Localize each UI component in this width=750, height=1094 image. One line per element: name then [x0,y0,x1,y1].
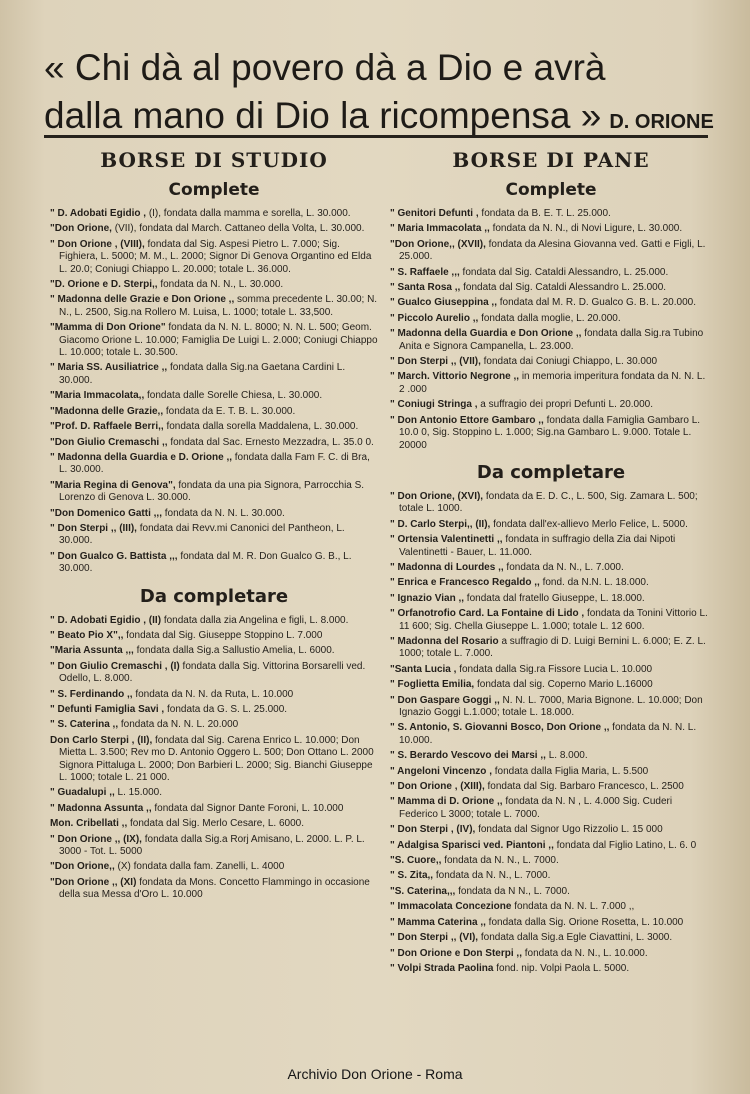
list-item [390,313,712,325]
entry-text: fondata dal Sac. Ernesto Mezzadra, L. 35.0 0. [170,436,374,448]
section-title-borse-di-pane: BORSE DI PANE [452,148,650,172]
entry-text: fond. nip. Volpi Paola L. 5000. [496,962,630,974]
header-rule [44,135,708,138]
list-item [390,886,712,898]
entry-text: fondata dalla Sig.a Sallustio Amelia, L. 6000. [136,645,335,657]
entry-text: fondata da N. N. L. 20.000 [120,719,239,731]
entry-text: fondata dalla Famiglia Gambaro L. 10.0 0, Sig. Stoppino L. 1.000; Sig.na Gambaro L. 9.000. Totale L. 20000 [399,414,701,451]
entry-name: "Don Orione ,, (XI) [50,876,137,888]
list-item [390,750,712,762]
subsection-title-complete: Complete [168,180,260,200]
entry-text: fondata da Tonini Vittorio L. 11 600; Sig. Chella Giuseppe L. 1.000; totale L. 12 600. [399,608,708,632]
entry-text: fondata da B. E. T. L. 25.000. [481,208,611,219]
entry-text: fondata dal Sig. Giuseppe Stoppino L. 7.000 [126,629,323,641]
entry-name: " Coniugi Stringa , [390,399,478,411]
entry-name: " Madonna del Rosario [390,635,499,647]
list-item [390,870,712,882]
entry-text: fondata dal sig. Coperno Mario L.16000 [476,679,653,691]
entry-text: N. N. L. 7000, Maria Bignone. L. 10.000; Don Ignazio Goggi L.1.000; totale L. 18.000. [399,694,703,718]
list-item [390,399,712,411]
entry-text: fondata dal M. R. D. Gualco G. B. L. 20.000. [499,297,696,309]
entry-name: " Don Sterpi , (IV), [390,824,476,836]
list-item [50,834,378,859]
entry-name: "Don Orione,, (XVII), [390,238,486,250]
entry-name: " Volpi Strada Paolina [390,962,494,974]
entry-text: fondata da N. N , L. 4.000 Sig. Cuderi Federico L 3000; totale L. 7000. [399,796,673,820]
list-item [390,223,712,235]
entry-text: fondata dal Sig. Cataldi Alessandro L. 25.000. [463,282,667,294]
list-item [390,917,712,929]
entry-name: " March. Vittorio Negrone ,, [390,371,520,383]
entry-name: " Defunti Famiglia Savi , [50,704,165,715]
entry-name: " Don Orione , (XIII), [390,781,485,793]
entry-name: " Piccolo Aurelio ,, [390,312,479,324]
entry-text: fondata dalla sorella Maddalena, L. 30.000. [166,421,359,433]
entry-name: " S. Raffaele ,,, [390,266,460,278]
list-item [50,661,378,686]
list-left-complete [50,208,378,576]
entry-name: " Orfanotrofio Card. La Fontaine di Lido , [390,608,585,620]
entry-name: " Santa Rosa ,, [390,282,461,294]
list-item [390,636,712,661]
entry-name: "Maria Regina di Genova", [50,479,176,491]
entry-name: " Madonna della Guardia e D. Orione ,, [50,451,232,463]
entry-text: fondata dalla Sig.a Rorj Amisano, L. 2000. L. P. L. 3000 - Tot. L. 5000 [59,833,365,858]
entry-name: " Don Gualco G. Battista ,,, [50,550,178,562]
entry-text: fondata da N. N. L. 7.000 ,, [514,901,635,913]
list-item [390,840,712,852]
list-item [390,356,712,368]
entry-name: " Ortensia Valentinetti ,, [390,534,503,546]
headline-line-2-text: dalla mano di Dio la ricompensa » [44,95,602,136]
list-item [390,577,712,589]
entry-text: fondata dalla Sig. Vittorina Borsarelli ved. Odello, L. 8.000. [59,660,366,685]
entry-name: " Ignazio Vian ,, [390,592,465,604]
list-item [50,818,378,830]
list-item [390,267,712,279]
archive-footer: Archivio Don Orione - Roma [287,1066,463,1082]
entry-text: fondata dal M. R. Don Gualco G. B., L. 30.000. [59,550,352,575]
list-item [50,551,378,576]
entry-text: fondata da N. N., L. 30.000. [160,279,284,291]
list-item [50,704,378,716]
entry-name: " Beato Pio X",, [50,629,124,641]
list-item [50,279,378,291]
list-item [50,787,378,799]
list-item [390,562,712,574]
list-item [50,294,378,319]
entry-name: " S. Caterina ,, [50,719,119,731]
entry-text: fondata dalla Sig.na Gaetana Cardini L. 30.000. [59,362,346,386]
list-item [390,491,712,516]
entry-name: " Don Gaspare Goggi ,, [390,694,500,706]
subsection-title-da-completare: Da completare [139,585,289,607]
list-left-incomplete [50,615,378,902]
entry-name: " Don Sterpi ,, (III), [50,522,137,534]
list-item [50,523,378,548]
entry-name: "Maria Immacolata,, [50,390,145,402]
entry-text: fondata dai Revv.mi Canonici del Pantheon, L. 30.000. [59,522,345,547]
entry-name: "Madonna delle Grazie,, [50,405,164,417]
entry-text: fondata dal fratello Giuseppe, L. 18.000. [466,592,645,604]
entry-name: "Mamma di Don Orione" [50,322,166,334]
entry-name: " Maria Immacolata ,, [390,223,490,235]
subsection-title-complete: Complete [505,180,597,200]
entry-text: fondata da una pia Signora, Parrocchia S. Lorenzo di Genova L. 30.000. [59,479,365,504]
list-item [390,328,712,353]
list-item [50,630,378,642]
entry-name: " Angeloni Vincenzo , [390,765,492,777]
entry-name: " Mamma di D. Orione ,, [390,796,503,808]
entry-name: " S. Antonio, S. Giovanni Bosco, Don Orione ,, [390,722,610,734]
entry-name: " Immacolata Concezione [390,901,512,913]
entry-text: fondata da E. T. B. L. 30.000. [165,405,296,417]
list-item [390,695,712,720]
column-borse-di-pane [390,148,712,978]
list-item [50,689,378,701]
entry-name: " Don Sterpi ,, (VI), [390,932,479,944]
list-item [390,932,712,944]
entry-text: a suffragio dei propri Defunti L. 20.000. [480,399,654,411]
entry-name: " Don Sterpi ,, (VII), [390,356,481,368]
list-right-complete [390,208,712,452]
entry-text: fondata dalla zia Angelina e figli, L. 8.000. [163,614,349,626]
entry-text: fondata da N. N., di Novi Ligure, L. 30.000. [492,223,683,235]
entry-text: fondata da N. N., L. 7000. [444,855,559,867]
list-item [390,722,712,747]
list-item [50,480,378,505]
entry-name: " Mamma Caterina ,, [390,916,486,928]
entry-name: "Prof. D. Raffaele Berri,, [50,421,164,433]
entry-name: " Foglietta Emilia, [390,679,475,691]
entry-name: "Don Domenico Gatti ,,, [50,507,162,519]
headline-signature: D. ORIONE [609,111,714,133]
subsection-title-da-completare: Da completare [476,461,626,483]
entry-name: " Guadalupi ,, [50,787,115,799]
list-item [390,593,712,605]
list-item [50,322,378,359]
entry-name: " Enrica e Francesco Regaldo ,, [390,577,540,589]
list-item [390,963,712,975]
headline [44,44,714,146]
list-right-incomplete [390,491,712,975]
entry-text: fondata dalle Sorelle Chiesa, L. 30.000. [147,390,323,402]
list-item [50,803,378,815]
entry-text: fondata dalla Sig. Orione Rosetta, L. 10.000 [488,916,684,928]
entry-text: in memoria imperitura fondata da N. N. L. 2 .000 [399,371,706,395]
entry-text: fondata da N. N. L. 10.000. [399,722,697,746]
list-item [50,645,378,657]
entry-text: fondata dal Sig. Merlo Cesare, L. 6000. [130,818,305,830]
list-item [50,421,378,433]
entry-text: fondata da N. N. L. 8000; N. N. L. 500; Geom. Giacomo Orione L. 10.000; Famiglia De Luigi L. 2.000; Coniugi Chiappo L. 10.000; totale L. 30.500. [59,322,378,359]
entry-text: fondata da N. N. L. 30.000. [164,507,285,519]
entry-name: " Madonna delle Grazie e Don Orione ,, [50,294,235,306]
list-item [390,948,712,960]
entry-text: fondata dal Sig. Barbaro Francesco, L. 2500 [487,781,684,793]
entry-name: "D. Orione e D. Sterpi,, [50,279,158,291]
list-item [50,735,378,785]
entry-name: "Don Giulio Cremaschi ,, [50,436,168,448]
list-item [390,239,712,264]
entry-name: " Don Orione ,, (IX), [50,833,142,845]
list-item [50,719,378,731]
entry-text: fondata dalla moglie, L. 20.000. [481,312,621,324]
headline-line-1: « Chi dà al povero dà a Dio e avrà [44,47,606,88]
entry-text: fondata da N. N., L. 10.000. [524,947,648,959]
entry-name: "S. Cuore,, [390,855,442,867]
list-item [390,208,712,220]
entry-name: " Don Giulio Cremaschi , (I) [50,660,180,672]
entry-name: " Madonna di Lourdes ,, [390,561,504,573]
entry-name: "Santa Lucia , [390,663,457,675]
entry-name: "S. Caterina,,, [390,885,456,897]
entry-text: L. 15.000. [117,787,163,799]
entry-name: " D. Carlo Sterpi,, (II), [390,518,491,530]
entry-text: fondata dalla Sig.ra Fissore Lucia L. 10.000 [459,663,653,675]
list-item [390,766,712,778]
list-item [390,519,712,531]
entry-text: fondata in suffragio della Zia dai Nipoti Valentinetti - Bauer, L. 11.000. [399,534,676,558]
list-item [390,608,712,633]
entry-text: fondata da Alesina Giovanna ved. Gatti e Figli, L. 25.000. [399,238,706,263]
entry-name: " Genitori Defunti , [390,208,479,219]
entry-text: fondata dal Signor Ugo Rizzolio L. 15 000 [478,824,663,836]
entry-text: fondata dal Signor Dante Foroni, L. 10.000 [154,802,344,814]
list-item [50,508,378,520]
entry-name: " S. Ferdinando ,, [50,688,133,700]
entry-text: fondata dal Figlio Latino, L. 6. 0 [556,839,697,851]
entry-text: fondata da E. D. C., L. 500, Sig. Zamara L. 500; totale L. 1000. [399,490,698,515]
entry-text: fondata dalla Fam F. C. di Bra, L. 30.000. [59,451,370,476]
list-item [50,362,378,387]
list-item [50,223,378,235]
entry-text: L. 8.000. [548,750,588,762]
list-item [50,877,378,902]
entry-text: fondata dal Sig. Cataldi Alessandro, L. 25.000. [462,266,669,278]
entry-name: " Madonna Assunta ,, [50,802,152,814]
entry-text: fond. da N.N. L. 18.000. [542,577,649,589]
list-item [390,781,712,793]
list-item [50,390,378,402]
entry-text: fondata da N. N. da Ruta, L. 10.000 [135,688,294,700]
entry-text: fondata da N. N., L. 7.000. [506,561,624,573]
entry-text: fondata da G. S. L. 25.000. [167,704,288,715]
entry-name: " Don Antonio Ettore Gambaro ,, [390,414,544,426]
column-borse-di-studio [50,148,378,905]
entry-name: " S. Berardo Vescovo dei Marsi ,, [390,750,546,762]
entry-text: fondata dall'ex-allievo Merlo Felice, L. 5000. [493,518,688,530]
entry-name: Don Carlo Sterpi , (II), [50,734,153,746]
entry-name: " Adalgisa Sparisci ved. Piantoni ,, [390,839,554,851]
list-item [390,534,712,559]
entry-name: "Don Orione, [50,223,112,235]
entry-name: Mon. Cribellati ,, [50,818,128,830]
entry-text: fondata dai Coniugi Chiappo, L. 30.000 [483,356,658,368]
entry-text: fondata da Mons. Concetto Flammingo in occasione della sua Messa d'Oro L. 10.000 [59,876,370,901]
entry-name: " Don Orione e Don Sterpi ,, [390,947,522,959]
entry-name: " Gualco Giuseppina ,, [390,297,497,309]
list-item [390,371,712,396]
entry-name: " Don Orione , (VIII), [50,238,145,250]
entry-text: fondata dal Sig. Carena Enrico L. 10.000; Don Mietta L. 3.500; Rev mo D. Antonio Oggero L. 500; Don Ottano L. 2000 Signora Pittaluga L. 2000; Don Barbieri L. 2000; Sig. Bianchi Giuseppe L. 1000; totale L. 21 000. [59,734,374,784]
entry-text: somma precedente L. 30.00; N. N., L. 2500, Sig.na Rollero M. Luisa, L. 1000; totale L. 33,500. [59,294,378,318]
list-item [390,824,712,836]
list-item [50,452,378,477]
entry-text: fondata da N. N., L. 7000. [435,870,551,882]
entry-text: fondata dalla Sig.a Egle Ciavattini, L. 3000. [480,932,673,944]
entry-text: (I), fondata dalla mamma e sorella, L. 30.000. [148,208,351,219]
list-item [390,679,712,691]
entry-text: (X) fondata dalla fam. Zanelli, L. 4000 [117,861,285,873]
entry-text: a suffragio di D. Luigi Bernini L. 6.000; E. Z. L. 1000; totale L. 7.000. [399,635,706,660]
entry-name: " Don Orione, (XVI), [390,490,484,502]
entry-text: (VII), fondata dal March. Cattaneo della Volta, L. 30.000. [114,223,365,235]
entry-name: " D. Adobati Egidio , [50,208,147,219]
list-item [50,406,378,418]
list-item [390,297,712,309]
section-title-borse-di-studio: BORSE DI STUDIO [100,148,328,172]
list-item [390,855,712,867]
entry-text: fondata da N N., L. 7000. [458,885,570,897]
entry-name: " Madonna della Guardia e Don Orione ,, [390,328,582,340]
entry-name: " S. Zita,, [390,870,434,882]
list-item [390,796,712,821]
list-item [390,415,712,452]
list-item [390,664,712,676]
list-item [390,901,712,913]
list-item [390,282,712,294]
entry-text: fondata dalla Sig.ra Tubino Anita e Signora Campanella, L. 23.000. [399,328,704,352]
entry-name: " Maria SS. Ausiliatrice ,, [50,362,168,374]
entry-name: "Maria Assunta ,,, [50,645,134,657]
entry-text: fondata dal Sig. Aspesi Pietro L. 7.000; Sig. Fighiera, L. 5000; M. M., L. 2000; Signor Di Genova Organtino ed Elda L. 20.0; Coniugi Chiappo L. 20.000; totale L. 36.000. [59,238,372,275]
entry-name: "Don Orione,, [50,861,115,873]
entry-text: fondata dalla Figlia Maria, L. 5.500 [494,765,649,777]
list-item [50,208,378,220]
entry-name: " D. Adobati Egidio , (II) [50,614,162,626]
list-item [50,437,378,449]
list-item [50,239,378,276]
list-item [50,615,378,627]
list-item [50,861,378,873]
